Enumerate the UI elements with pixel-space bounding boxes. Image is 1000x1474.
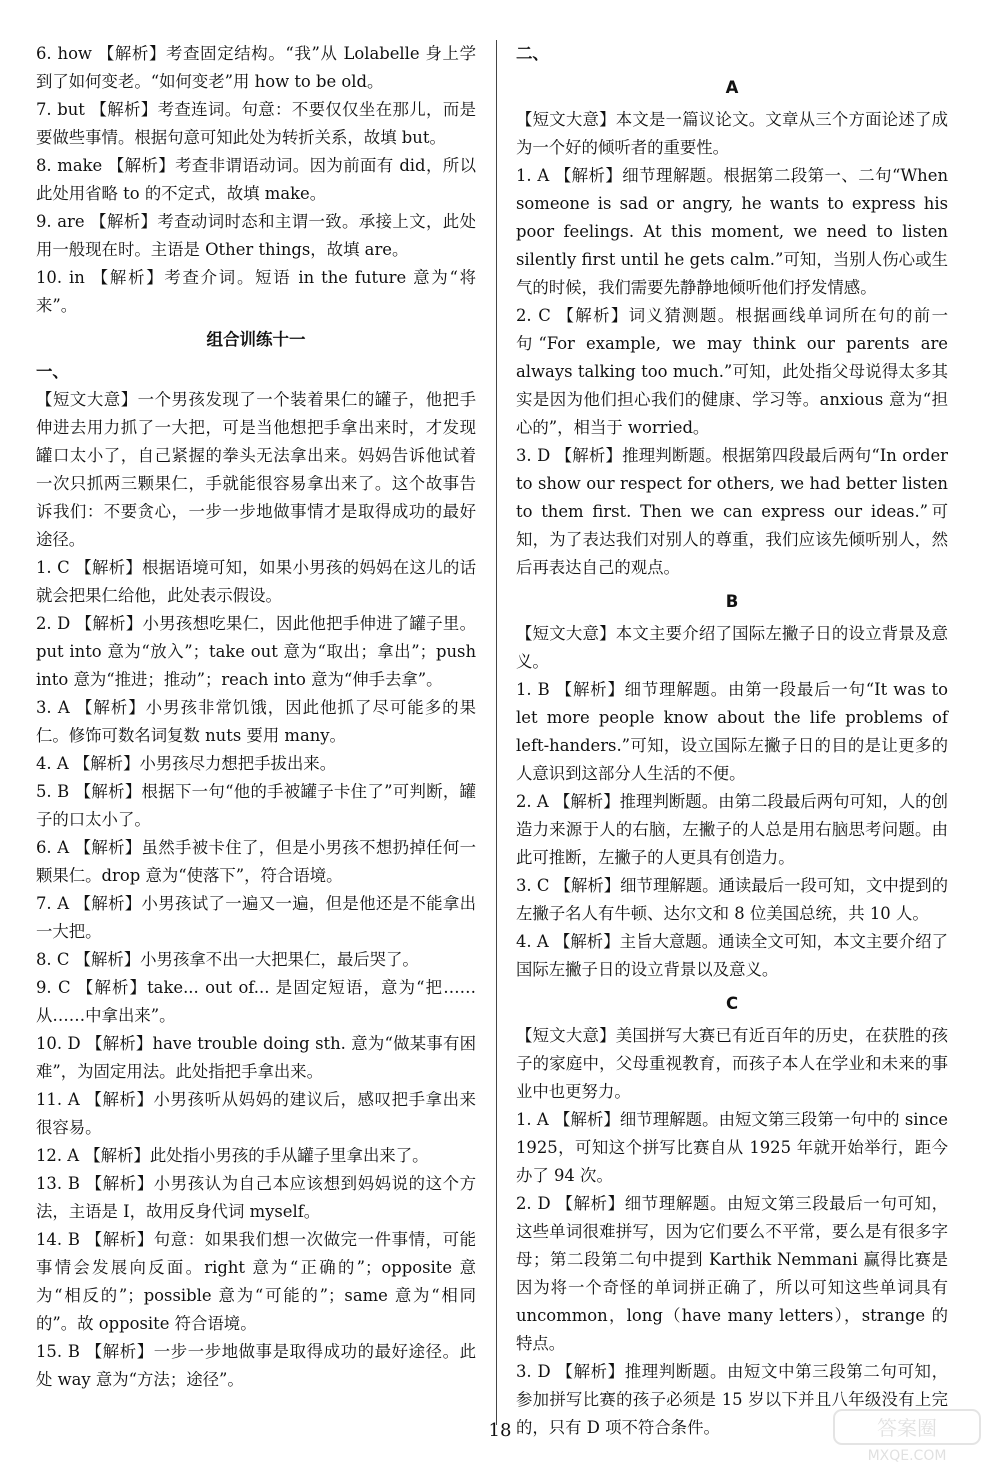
answer-paragraph: 【短文大意】一个男孩发现了一个装着果仁的罐子，他把手伸进去用力抓了一大把，可是当他想把手拿出来时，才发现罐口太小了，自己紧握的拳头无法拿出来。妈妈告诉他试着一次只抓两三颗果仁，手就能很容易拿出来了。这个故事告诉我们：不要贪心，一步一步地做事情才是取得成功的最好途径。 (36, 390, 476, 549)
answer-paragraph: 1. C 【解析】根据语境可知，如果小男孩的妈妈在这儿的话就会把果仁给他，此处表示假设。 (36, 558, 476, 605)
section-heading: 组合训练十一 (206, 330, 306, 349)
answer-paragraph: 6. how 【解析】考查固定结构。“我”从 Lolabelle 身上学到了如何变老。“如何变老”用 how to be old。 (36, 44, 476, 91)
answer-paragraph: 9. are 【解析】考查动词时态和主谓一致。承接上文，此处用一般现在时。主语是 Other things，故填 are。 (36, 212, 476, 259)
left-column (36, 40, 476, 1394)
answer-paragraph: 2. D 【解析】细节理解题。由短文第三段最后一句可知，这些单词很难拼写，因为它们要么不平常，要么是有很多字母；第二段第二句中提到 Karthik Nemmani 赢得比赛是因为将一个奇怪的单词拼正确了，所以可知这些单词具有 uncommon，long（have many letters），strange 的特点。 (516, 1194, 948, 1353)
answer-paragraph: 2. D 【解析】小男孩想吃果仁，因此他把手伸进了罐子里。put into 意为“放入”；take out 意为“取出；拿出”；push into 意为“推进；推动”；reach into 意为“伸手去拿”。 (36, 614, 476, 689)
answer-paragraph: 【短文大意】本文是一篇议论文。文章从三个方面论述了成为一个好的倾听者的重要性。 (516, 110, 948, 157)
answer-paragraph: 14. B 【解析】句意：如果我们想一次做完一件事情，可能事情会发展向反面。right 意为“正确的”；opposite 意为“相反的”；possible 意为“可能的”；same 意为“相同的”。故 opposite 符合语境。 (36, 1230, 476, 1333)
answer-paragraph: 4. A 【解析】小男孩尽力想把手拔出来。 (36, 754, 337, 773)
answer-paragraph: 7. A 【解析】小男孩试了一遍又一遍，但是他还是不能拿出一大把。 (36, 894, 476, 941)
answer-paragraph: 3. D 【解析】推理判断题。根据第四段最后两句“In order to show our respect for others, we had better listen to them first. Then we can express our ideas.”可知，为了表达我们对别人的尊重，我们应该先倾听别人，然后再表达自己的观点。 (516, 446, 948, 577)
watermark-logo (832, 1406, 982, 1466)
section-heading: B (725, 592, 739, 611)
answer-paragraph: 1. A 【解析】细节理解题。由短文第三段第一句中的 since 1925，可知这个拼写比赛自从 1925 年就开始举行，距今办了 94 次。 (516, 1110, 948, 1185)
answer-paragraph: 3. D 【解析】推理判断题。由短文中第三段第二句可知，参加拼写比赛的孩子必须是 15 岁以下并且八年级没有上完的，只有 D 项不符合条件。 (516, 1362, 948, 1437)
column-divider (496, 40, 497, 1425)
watermark-text: 答案圈 (877, 1416, 937, 1440)
answer-paragraph: 10. D 【解析】have trouble doing sth. 意为“做某事有困难”，为固定用法。此处指把手拿出来。 (36, 1034, 476, 1081)
page-number: 18 (488, 1420, 512, 1441)
svg-text:MXQE.COM: MXQE.COM (867, 1448, 947, 1464)
answer-paragraph: 【短文大意】本文主要介绍了国际左撇子日的设立背景及意义。 (516, 624, 948, 671)
answer-paragraph: 5. B 【解析】根据下一句“他的手被罐子卡住了”可判断，罐子的口太小了。 (36, 782, 476, 829)
answer-paragraph: 12. A 【解析】此处指小男孩的手从罐子里拿出来了。 (36, 1146, 429, 1165)
answer-paragraph: 13. B 【解析】小男孩认为自己本应该想到妈妈说的这个方法，主语是 I，故用反身代词 myself。 (36, 1174, 476, 1221)
answer-paragraph: 3. A 【解析】小男孩非常饥饿，因此他抓了尽可能多的果仁。修饰可数名词复数 nuts 要用 many。 (36, 698, 476, 745)
section-heading: C (725, 994, 739, 1013)
answer-paragraph: 2. C 【解析】词义猜测题。根据画线单词所在句的前一句“For example, we may think our parents are always talking too much.”可知，此处指父母说得太多其实是因为他们担心我们的健康、学习等。anxious 意为“担心的”，相当于 worried。 (516, 306, 948, 437)
answer-paragraph: 6. A 【解析】虽然手被卡住了，但是小男孩不想扔掉任何一颗果仁。drop 意为“使落下”，符合语境。 (36, 838, 476, 885)
answer-paragraph: 8. make 【解析】考查非谓语动词。因为前面有 did，所以此处用省略 to 的不定式，故填 make。 (36, 156, 476, 203)
part-label: 二、 (516, 44, 549, 63)
answer-paragraph: 1. A 【解析】细节理解题。根据第二段第一、二句“When someone is sad or angry, he wants to express his poor feelings. At this moment, we need to listen silently first until he gets calm.”可知，当别人伤心或生气的时候，我们需要先静静地倾听他们抒发情感。 (516, 166, 948, 297)
answer-paragraph: 2. A 【解析】推理判断题。由第二段最后两句可知，人的创造力来源于人的右脑，左撇子的人总是用右脑思考问题。由此可推断，左撇子的人更具有创造力。 (516, 792, 948, 867)
answer-paragraph: 3. C 【解析】细节理解题。通读最后一段可知，文中提到的左撇子名人有牛顿、达尔文和 8 位美国总统，共 10 人。 (516, 876, 948, 923)
answer-paragraph: 11. A 【解析】小男孩听从妈妈的建议后，感叹把手拿出来很容易。 (36, 1090, 476, 1137)
section-heading: A (725, 78, 739, 97)
right-column (516, 40, 948, 1442)
answer-paragraph: 10. in 【解析】考查介词。短语 in the future 意为“将来”。 (36, 268, 476, 315)
answer-paragraph: 7. but 【解析】考查连词。句意：不要仅仅坐在那儿，而是要做些事情。根据句意可知此处为转折关系，故填 but。 (36, 100, 476, 147)
part-label: 一、 (36, 362, 69, 381)
answer-paragraph: 8. C 【解析】小男孩拿不出一大把果仁，最后哭了。 (36, 950, 419, 969)
answer-paragraph: 9. C 【解析】take... out of... 是固定短语，意为“把……从……中拿出来”。 (36, 978, 476, 1025)
answer-paragraph: 1. B 【解析】细节理解题。由第一段最后一句“It was to let more people know about the life problems of left-handers.”可知，设立国际左撇子日的目的是让更多的人意识到这部分人生活的不便。 (516, 680, 948, 783)
answer-paragraph: 【短文大意】美国拼写大赛已有近百年的历史，在获胜的孩子的家庭中，父母重视教育，而孩子本人在学业和未来的事业中也更努力。 (516, 1026, 948, 1101)
answer-paragraph: 4. A 【解析】主旨大意题。通读全文可知，本文主要介绍了国际左撇子日的设立背景以及意义。 (516, 932, 948, 979)
answer-paragraph: 15. B 【解析】一步一步地做事是取得成功的最好途径。此处 way 意为“方法；途径”。 (36, 1342, 476, 1389)
